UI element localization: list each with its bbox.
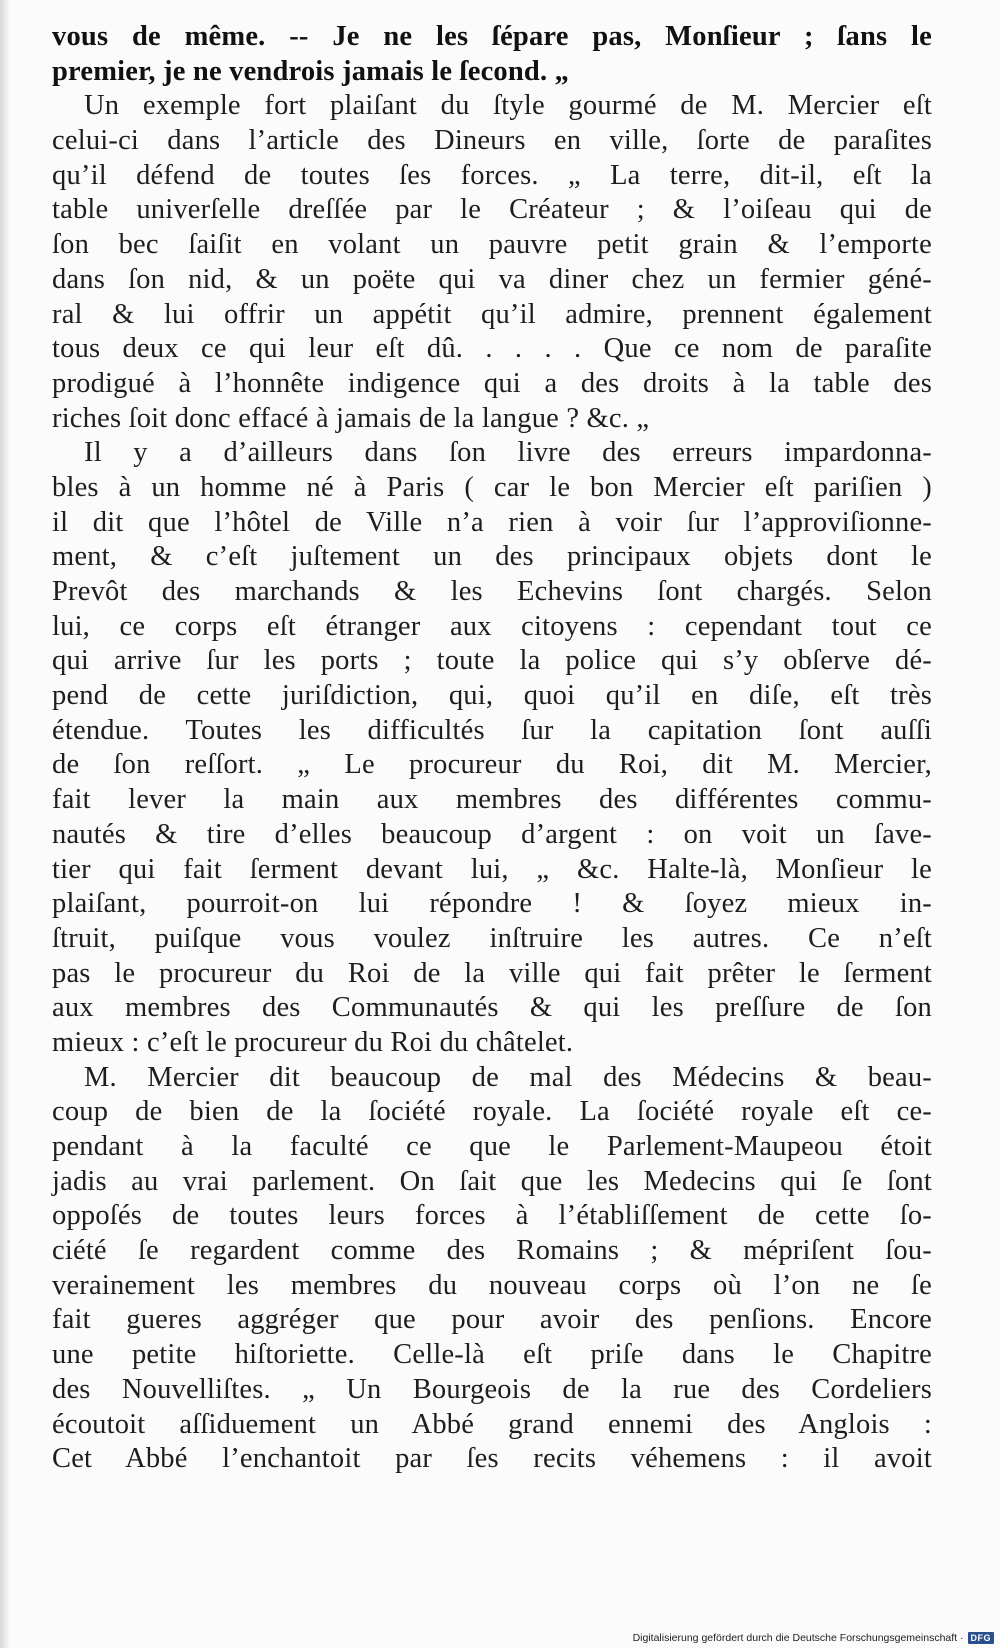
text-line: pend de cette juriſdiction, qui, quoi qu’il en diſe, eſt très xyxy=(52,680,932,712)
scan-edge xyxy=(0,0,10,1648)
text-line: Prevôt des marchands & les Echevins ſont chargés. Selon xyxy=(52,576,932,607)
text-line: jadis au vrai parlement. On ſait que les Medecins qui ſe ſont xyxy=(52,1165,932,1197)
text-line: ciété ſe regardent comme des Romains ; & mépriſent ſou- xyxy=(52,1235,932,1267)
dfg-logo-icon: DFG xyxy=(968,1632,995,1644)
text-line: ment, & c’eſt juſtement un des principaux objets dont le xyxy=(52,541,932,573)
text-line: des Nouvelliſtes. „ Un Bourgeois de la rue des Cordeliers xyxy=(52,1373,932,1405)
text-line: ſon bec ſaiſit en volant un pauvre petit grain & l’emporte xyxy=(52,229,932,261)
text-line: lui, ce corps eſt étranger aux citoyens : cependant tout ce xyxy=(52,610,932,642)
text-line: coup de bien de la ſociété royale. La ſociété royale eſt ce- xyxy=(52,1096,932,1128)
text-line: mieux : c’eſt le procureur du Roi du châtelet. xyxy=(52,1026,574,1058)
text-line: ſtruit, puiſque vous voulez inſtruire les autres. Ce n’eſt xyxy=(52,922,932,954)
text-line: table univerſelle dreſſée par le Créateur ; & l’oiſeau qui de xyxy=(52,194,932,226)
text-line: qui arrive ſur les ports ; toute la police qui s’y obſerve dé- xyxy=(52,645,932,677)
text-line: plaiſant, pourroit-on lui répondre ! & ſoyez mieux in- xyxy=(52,888,932,920)
text-line: pendant à la faculté ce que le Parlement-Maupeou étoit xyxy=(52,1131,932,1162)
text-line: vous de même. -- Je ne les ſépare pas, Monſieur ; ſans le xyxy=(52,21,932,52)
text-line: qu’il défend de toutes ſes forces. „ La terre, dit-il, eſt la xyxy=(52,159,932,191)
text-line: une petite hiſtoriette. Celle-là eſt priſe dans le Chapitre xyxy=(52,1339,932,1371)
text-line: riches ſoit donc effacé à jamais de la langue ? &c. „ xyxy=(52,402,650,434)
credit-text: Digitalisierung gefördert durch die Deutsche Forschungsgemeinschaft · xyxy=(632,1632,964,1644)
text-line: fait gueres aggréger que pour avoir des penſions. Encore xyxy=(52,1304,932,1336)
text-line: pas le procureur du Roi de la ville qui fait prêter le ſerment xyxy=(52,957,932,989)
text-line: verainement les membres du nouveau corps où l’on ne ſe xyxy=(52,1269,932,1301)
text-line: Un exemple fort plaiſant du ſtyle gourmé de M. Mercier eſt xyxy=(84,90,932,122)
text-line: fait lever la main aux membres des différentes commu- xyxy=(52,784,932,816)
digitization-credit xyxy=(633,1632,994,1644)
text-line: étendue. Toutes les difficultés ſur la capitation ſont auſſi xyxy=(52,714,932,746)
text-line: Il y a d’ailleurs dans ſon livre des erreurs impardonna- xyxy=(84,437,932,469)
text-line: prodigué à l’honnête indigence qui a des droits à la table des xyxy=(52,367,932,399)
text-line: il dit que l’hôtel de Ville n’a rien à voir ſur l’approviſionne- xyxy=(52,506,932,538)
text-line: dans ſon nid, & un poëte qui va diner chez un fermier géné- xyxy=(52,263,932,295)
text-line: celui-ci dans l’article des Dineurs en ville, ſorte de paraſites xyxy=(52,125,932,157)
text-line: bles à un homme né à Paris ( car le bon Mercier eſt pariſien ) xyxy=(52,471,932,503)
text-line: de ſon reſſort. „ Le procureur du Roi, dit M. Mercier, xyxy=(52,749,932,781)
text-line: M. Mercier dit beaucoup de mal des Médecins & beau- xyxy=(84,1061,932,1093)
text-line: écoutoit aſſiduement un Abbé grand ennemi des Anglois : xyxy=(52,1408,932,1440)
text-line: oppoſés de toutes leurs forces à l’établiſſement de cette ſo- xyxy=(52,1200,932,1232)
text-line: aux membres des Communautés & qui les preſſure de ſon xyxy=(52,992,932,1024)
text-line: tier qui fait ſerment devant lui, „ &c. Halte-là, Monſieur le xyxy=(52,853,932,885)
body-text xyxy=(52,20,932,1477)
text-line: nautés & tire d’elles beaucoup d’argent : on voit un ſave- xyxy=(52,818,932,850)
text-line: tous deux ce qui leur eſt dû. . . . . Que ce nom de paraſite xyxy=(52,333,932,365)
text-line: ral & lui offrir un appétit qu’il admire, prennent également xyxy=(52,298,932,330)
text-line: Cet Abbé l’enchantoit par ſes recits véhemens : il avoit xyxy=(52,1443,932,1475)
text-line: premier, je ne vendrois jamais le ſecond. „ xyxy=(52,55,570,87)
